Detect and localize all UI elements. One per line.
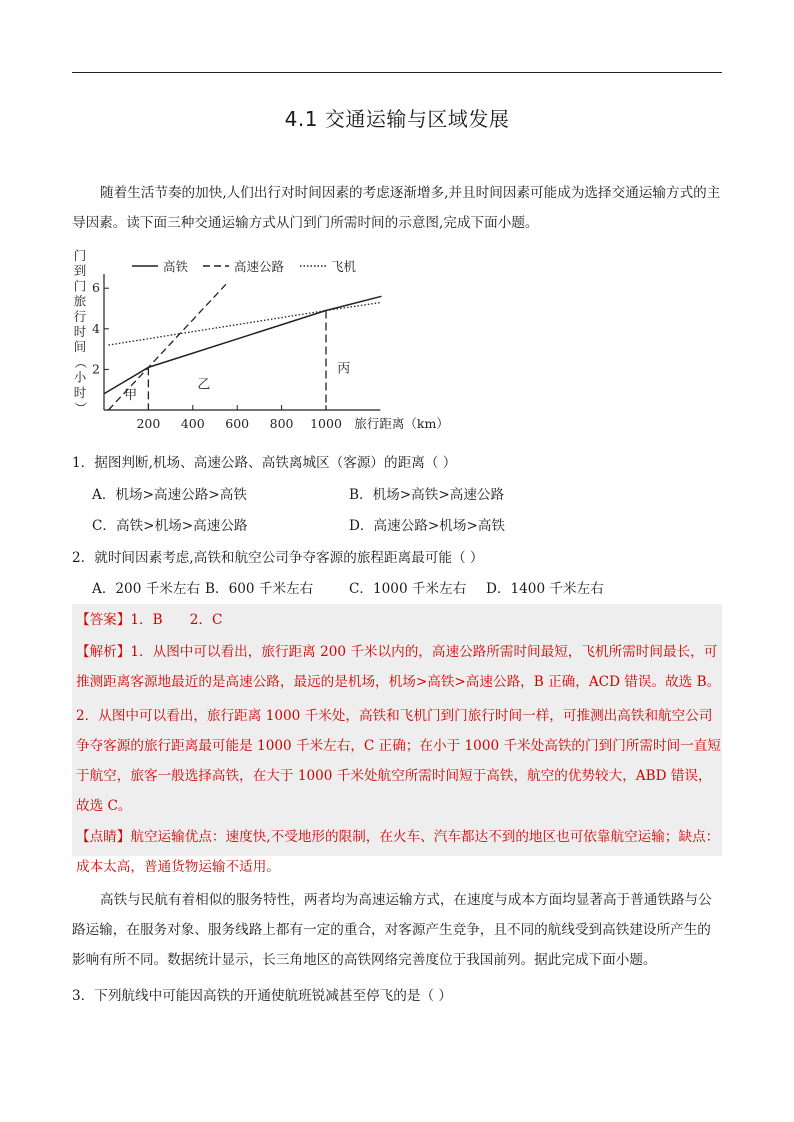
series-line-高铁: [104, 296, 382, 393]
y-axis-label-char: 时: [73, 324, 87, 339]
answer-text: 1．B 2．C: [130, 612, 223, 628]
x-axis-label: 旅行距离（km）: [354, 416, 449, 431]
y-axis-label-char: 门: [73, 278, 87, 294]
intro-paragraph: [72, 178, 724, 238]
y-tick-label: 4: [92, 320, 100, 336]
x-tick-label: 400: [180, 416, 205, 431]
point-text: 航空运输优点：速度快,不受地形的限制，在火车、汽车都达不到的地区也可依靠航空运输；缺点：成本太高，普通货物运输不适用。: [76, 829, 720, 875]
legend-label: 飞机: [331, 259, 357, 274]
y-axis-label-char: ）: [73, 401, 88, 415]
q2-option-b[interactable]: B．600 千米左右: [205, 581, 314, 597]
time-distance-chart: [72, 246, 452, 446]
y-axis-label-char: 行: [73, 308, 87, 324]
chart-axes: [104, 274, 380, 410]
question-1: 1．据图判断,机场、高速公路、高铁离城区（客源）的距离（ ）: [72, 455, 457, 471]
legend-label: 高速公路: [234, 259, 285, 274]
q1-option-b[interactable]: B．机场>高铁>高速公路: [349, 487, 505, 503]
region-label: 乙: [197, 377, 211, 393]
page-title: 4.1 交通运输与区域发展: [284, 107, 510, 131]
y-axis-label-char: 小: [73, 369, 87, 385]
y-axis-label-char: 间: [73, 339, 87, 355]
chart-series: [104, 284, 382, 410]
chart-ticks: [92, 280, 449, 431]
x-tick-label: 800: [269, 416, 294, 431]
chart-region-labels: [124, 361, 350, 402]
region-label: 丙: [337, 361, 351, 377]
analysis-1: [76, 637, 722, 697]
chart-drop-lines: [148, 311, 326, 410]
intro-2-text: 高铁与民航有着相似的服务特性，两者均为高速运输方式，在速度与成本方面均显著高于普通铁路与公路运输，在服务对象、服务线路上都有一定的重合，对客源产生竞争，且不同的航线受到高铁建设所产生的影响有所不同。数据统计显示，长三角地区的高铁网络完善度位于我国前列。据此完成下面小题。: [72, 892, 712, 968]
q1-option-c[interactable]: C．高铁>机场>高速公路: [92, 518, 248, 534]
intro-text: 随着生活节奏的加快,人们出行对时间因素的考虑逐渐增多,并且时间因素可能成为选择交通运输方式的主导因素。读下面三种交通运输方式从门到门所需时间的示意图,完成下面小题。: [72, 185, 721, 231]
y-axis-label-char: 到: [73, 263, 87, 279]
x-tick-label: 600: [225, 416, 250, 431]
header-rule: [72, 72, 722, 73]
q1-option-a[interactable]: A．机场>高速公路>高铁: [92, 487, 247, 503]
point-note: [76, 822, 722, 882]
q1-option-d[interactable]: D．高速公路>机场>高铁: [349, 518, 506, 534]
question-2: 2．就时间因素考虑,高铁和航空公司争夺客源的旅程距离最可能（ ）: [72, 550, 484, 566]
point-tag: 【点睛】: [76, 829, 131, 845]
y-tick-label: 2: [92, 361, 100, 377]
analysis-1-text: 1．从图中可以看出，旅行距离 200 千米以内的，高速公路所需时间最短，飞机所需时间最长，可推测距离客源地最近的是高速公路，最远的是机场，机场>高铁>高速公路，B 正确，ACD 错误。故选 B。: [76, 644, 721, 690]
region-label: 甲: [124, 387, 138, 403]
q2-option-d[interactable]: D．1400 千米左右: [486, 581, 604, 597]
analysis-tag: 【解析】: [76, 644, 131, 660]
y-axis-label: [73, 248, 88, 414]
y-tick-label: 6: [92, 280, 100, 296]
y-axis-label-char: （: [73, 356, 88, 369]
series-line-飞机: [108, 302, 381, 345]
q2-option-a[interactable]: A．200 千米左右: [92, 581, 201, 597]
chart-legend: [132, 259, 357, 274]
analysis-2: 2．从图中可以看出，旅行距离 1000 千米处，高铁和飞机门到门旅行时间一样，可推测出高铁和航空公司争夺客源的旅行距离最可能是 1000 千米左右，C 正确；在小于 1000 千米处高铁的门到门所需时间一直短于航空，旅客一般选择高铁，在大于 1000 千米处航空所需时间短于高铁，航空的优势较大，ABD 错误，故选 C。: [76, 708, 721, 814]
x-tick-label: 200: [136, 416, 161, 431]
y-axis-label-char: 旅: [73, 293, 87, 309]
question-3: 3．下列航线中可能因高铁的开通使航班锐减甚至停飞的是（ ）: [72, 988, 452, 1004]
answer-tag: 【答案】: [76, 612, 131, 628]
y-axis-label-char: 时: [73, 384, 87, 400]
x-tick-label: 1000: [310, 416, 342, 431]
q2-option-c[interactable]: C．1000 千米左右: [349, 581, 467, 597]
legend-label: 高铁: [163, 259, 189, 274]
y-axis-label-char: 门: [73, 248, 87, 263]
answer-line: [76, 605, 722, 635]
intro-paragraph-2: [72, 885, 724, 975]
